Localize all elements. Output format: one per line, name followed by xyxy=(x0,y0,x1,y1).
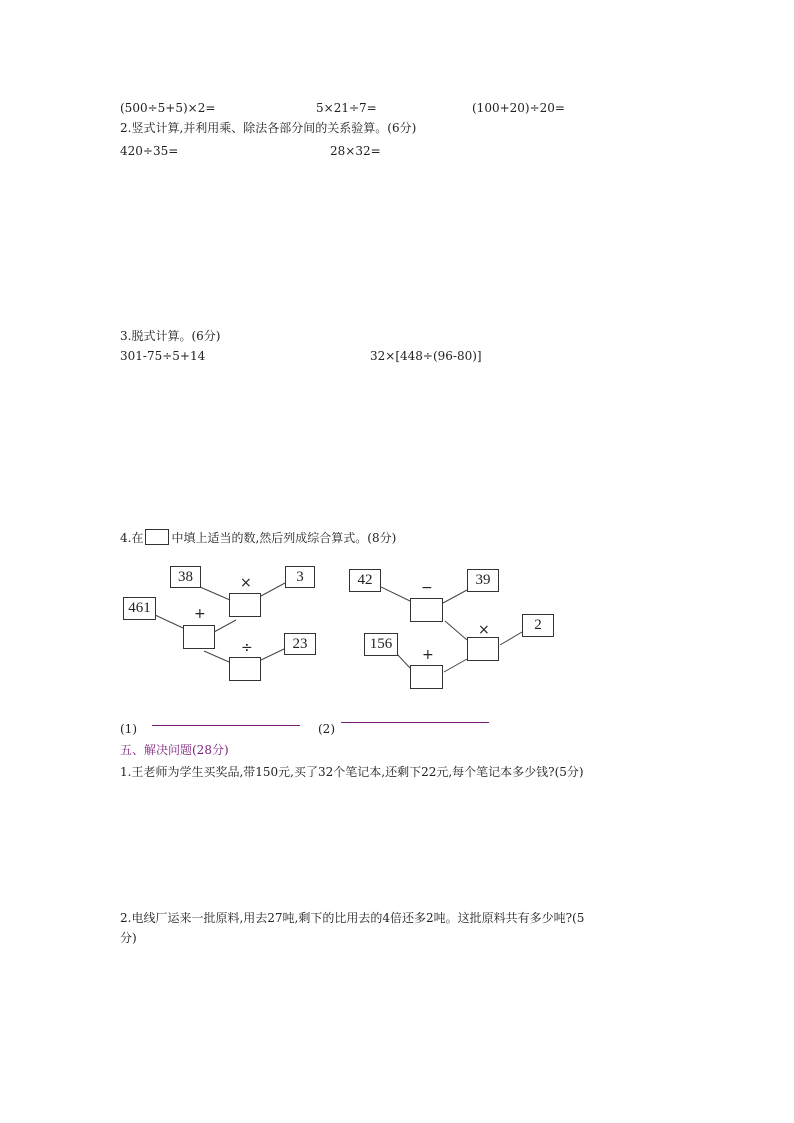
section-five-heading: 五、解决问题(28分) xyxy=(120,743,229,757)
answer-line-2[interactable] xyxy=(341,722,489,723)
number-box-156: 156 xyxy=(364,633,398,656)
problem-2-line-1: 2.电线厂运来一批原料,用去27吨,剩下的比用去的4倍还多2吨。这批原料共有多少吨?(5 xyxy=(120,911,585,925)
answer-blank-box[interactable] xyxy=(410,665,443,689)
answer-label-1: (1) xyxy=(120,722,137,736)
q4-title-suffix: 中填上适当的数,然后列成综合算式。(8分) xyxy=(171,531,397,545)
q1-item-2: 5×21÷7= xyxy=(316,101,377,115)
number-box-39: 39 xyxy=(467,569,499,592)
number-box-42: 42 xyxy=(349,569,381,592)
q3-item-1: 301-75÷5+14 xyxy=(120,349,206,363)
q1-item-3: (100+20)÷20= xyxy=(472,101,565,115)
problem-1: 1.王老师为学生买奖品,带150元,买了32个笔记本,还剩下22元,每个笔记本多少钱?(5分) xyxy=(120,765,584,779)
q3-item-2: 32×[448÷(96-80)] xyxy=(370,349,482,363)
operator-minus: − xyxy=(421,580,433,596)
q4-title-prefix: 4.在 xyxy=(120,531,144,545)
answer-blank-box[interactable] xyxy=(229,657,261,681)
answer-line-1[interactable] xyxy=(152,725,300,726)
answer-blank-box[interactable] xyxy=(410,598,443,622)
q1-item-1: (500÷5+5)×2= xyxy=(120,101,216,115)
answer-blank-box[interactable] xyxy=(467,637,499,661)
number-box-3: 3 xyxy=(285,566,315,588)
operator-multiply: × xyxy=(240,575,252,591)
answer-label-2: (2) xyxy=(318,722,335,736)
operator-plus: + xyxy=(422,647,434,663)
number-box-2: 2 xyxy=(522,614,554,637)
operator-plus: + xyxy=(194,606,206,622)
operator-divide: ÷ xyxy=(241,640,253,656)
q2-title: 2.竖式计算,并利用乘、除法各部分间的关系验算。(6分) xyxy=(120,121,417,135)
number-box-461: 461 xyxy=(123,597,156,620)
answer-blank-box[interactable] xyxy=(183,625,215,649)
number-box-38: 38 xyxy=(170,566,201,588)
problem-2-line-2: 分) xyxy=(120,931,137,945)
q2-item-2: 28×32= xyxy=(330,144,381,158)
number-box-23: 23 xyxy=(284,633,316,655)
q2-item-1: 420÷35= xyxy=(120,144,179,158)
operator-multiply: × xyxy=(478,622,490,638)
q3-title: 3.脱式计算。(6分) xyxy=(120,329,221,343)
answer-blank-box[interactable] xyxy=(229,593,261,617)
